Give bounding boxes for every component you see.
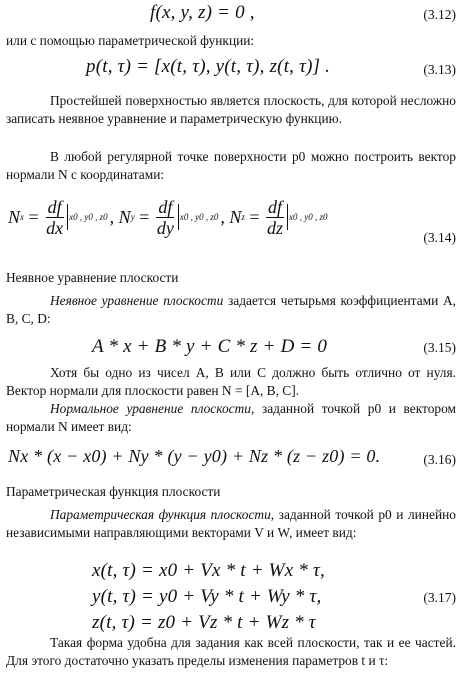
nx-subscript: x bbox=[20, 212, 25, 222]
evaluation-bar bbox=[287, 204, 288, 230]
nx-symbol: N bbox=[8, 206, 21, 227]
paragraph-normal-equation bbox=[6, 400, 456, 435]
paragraph-text: заданной точкой p0 и вектором нормали N имеет вид: bbox=[6, 401, 456, 434]
paragraph-normal-vector: Хотя бы одно из чисел A, B или C должно быть отлично от нуля. Вектор нормали для плоскости равен N = [A, B, C]. bbox=[6, 365, 456, 398]
term-parametric-function: Параметрическая функция плоскости, bbox=[50, 507, 275, 522]
evaluation-point: x0 , y0 , z0 bbox=[69, 212, 108, 222]
paragraph-implicit-plane bbox=[6, 292, 456, 327]
equation-body: Nx * (x − x0) + Ny * (y − y0) + Nz * (z − z0) = 0. bbox=[8, 446, 381, 466]
paragraph-text: заданной точкой p0 и линейно независимыми направляющими векторами V и W, имеет вид: bbox=[6, 507, 456, 540]
equation-line-y: y(t, τ) = y0 + Vy * t + Wy * τ, bbox=[92, 586, 322, 607]
section-heading-implicit: Неявное уравнение плоскости bbox=[6, 270, 179, 285]
ny-subscript: y bbox=[130, 212, 135, 222]
equation-3-13 bbox=[0, 56, 464, 84]
term-normal-equation: Нормальное уравнение плоскости, bbox=[50, 401, 255, 416]
paragraph-text: задается четырьмя коэффициентами A, B, C, D: bbox=[6, 293, 456, 326]
equals-sign: = bbox=[134, 206, 154, 227]
equation-3-17 bbox=[0, 560, 464, 644]
nz-subscript: z bbox=[241, 212, 245, 222]
fraction-numerator: df bbox=[47, 196, 62, 217]
equation-number: (3.16) bbox=[423, 452, 456, 467]
fraction-denominator: dz bbox=[267, 217, 284, 238]
fraction-denominator: dx bbox=[46, 217, 64, 238]
section-heading-parametric: Параметрическая функция плоскости bbox=[6, 484, 221, 499]
equation-number: (3.15) bbox=[423, 340, 456, 355]
equation-body bbox=[8, 188, 328, 246]
evaluation-point: x0 , y0 , z0 bbox=[289, 212, 328, 222]
evaluation-bar bbox=[178, 204, 179, 230]
equation-3-14 bbox=[0, 188, 464, 246]
equation-3-15 bbox=[0, 336, 464, 362]
ny-symbol: , N bbox=[109, 206, 131, 227]
equation-3-12 bbox=[0, 2, 464, 28]
paragraph-parameter-limits: Такая форма удобна для задания как всей плоскости, так и ее частей. Для этого достаточно указать пределы изменения параметров t и τ: bbox=[6, 635, 456, 668]
equation-body: f(x, y, z) = 0 , bbox=[150, 2, 255, 23]
equation-3-16 bbox=[0, 446, 464, 474]
equation-number: (3.17) bbox=[423, 590, 456, 605]
equation-number: (3.12) bbox=[423, 7, 456, 22]
equation-line-z: z(t, τ) = z0 + Vz * t + Wz * τ bbox=[92, 612, 316, 633]
evaluation-point: x0 , y0 , z0 bbox=[179, 212, 219, 222]
paragraph-normal-intro: В любой регулярной точке поверхности p0 можно построить вектор нормали N с координатами: bbox=[6, 149, 456, 182]
fraction-denominator: dy bbox=[156, 217, 174, 238]
fraction-numerator: df bbox=[268, 196, 283, 217]
fraction-df-dy bbox=[155, 197, 176, 238]
paragraph-plane-intro: Простейшей поверхностью является плоскость, для которой несложно записать неявное уравнение и параметрическую функцию. bbox=[6, 93, 456, 126]
fraction-numerator: df bbox=[158, 196, 173, 217]
paragraph-param-intro: или с помощью параметрической функции: bbox=[6, 33, 255, 48]
fraction-df-dx bbox=[44, 197, 65, 238]
equation-number: (3.13) bbox=[423, 62, 456, 77]
equation-line-x: x(t, τ) = x0 + Vx * t + Wx * τ, bbox=[92, 560, 325, 581]
paragraph-parametric-plane bbox=[6, 506, 456, 541]
equation-body: p(t, τ) = [x(t, τ), y(t, τ), z(t, τ)] . bbox=[86, 56, 331, 77]
nz-symbol: , N bbox=[220, 206, 242, 227]
equals-sign: = bbox=[244, 206, 265, 227]
equation-number: (3.14) bbox=[423, 230, 456, 245]
equals-sign: = bbox=[24, 206, 44, 227]
fraction-df-dz bbox=[265, 197, 285, 238]
equation-body: A * x + B * y + C * z + D = 0 bbox=[92, 336, 328, 357]
term-implicit-equation: Неявное уравнение плоскости bbox=[50, 293, 224, 308]
